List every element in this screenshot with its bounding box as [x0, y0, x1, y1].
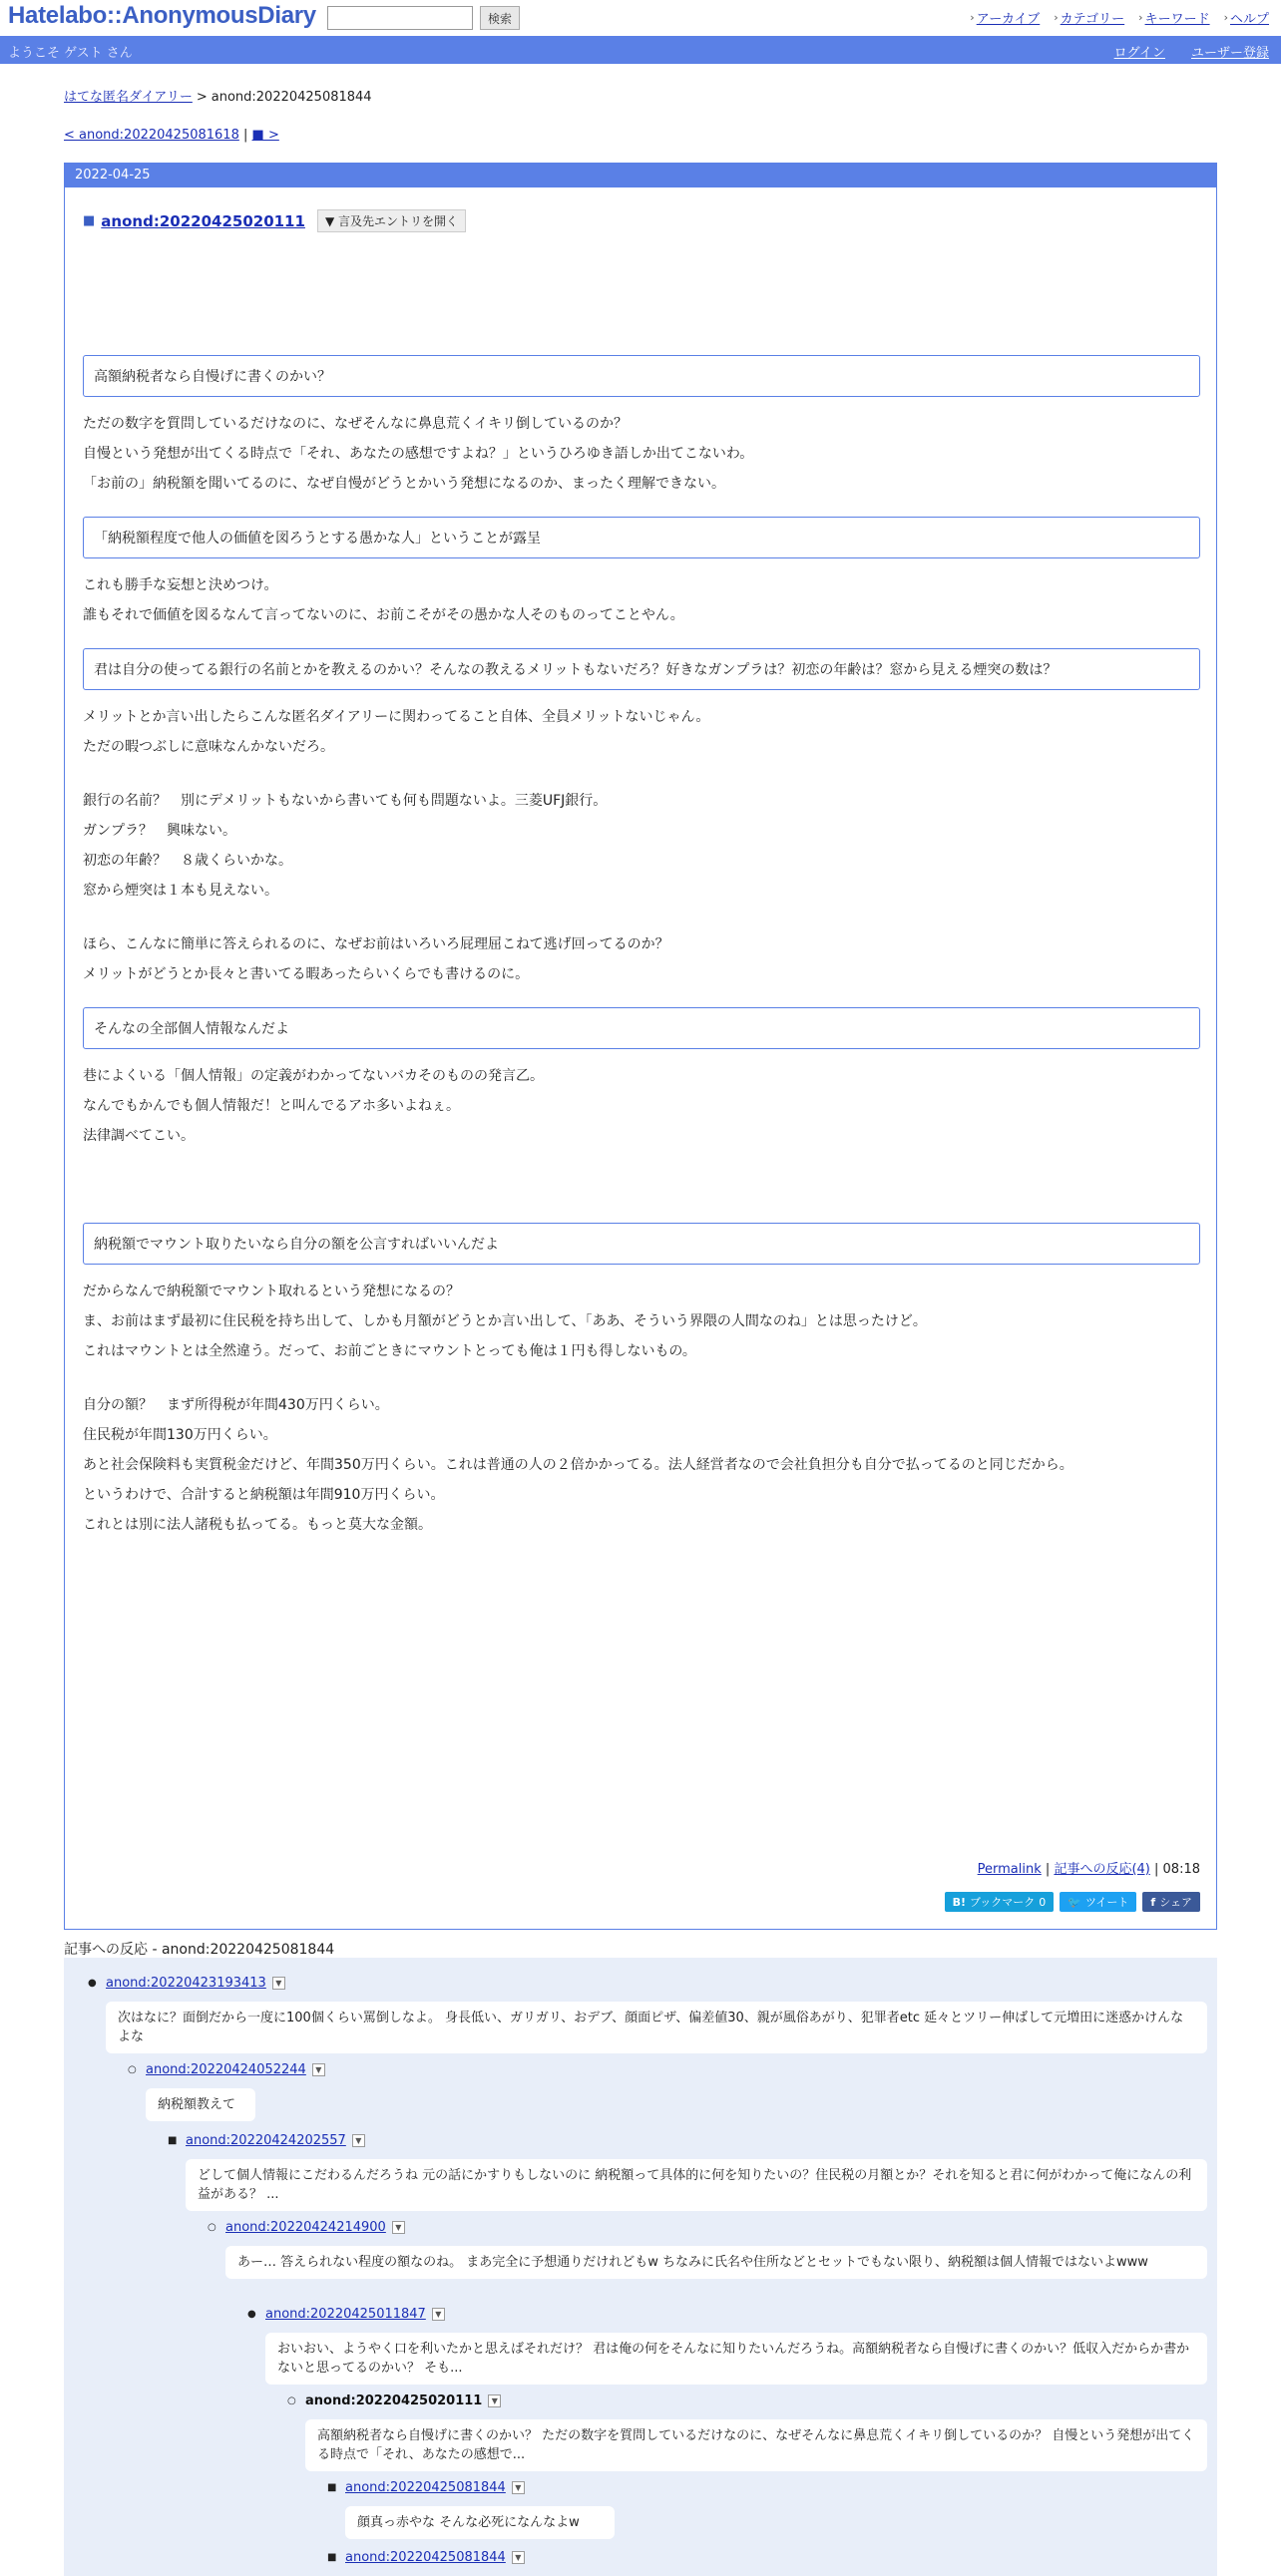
paragraph-line: 「お前の」納税額を聞いてるのに、なぜ自慢がどうとかいう発想になるのか、まったく理解できない。: [83, 476, 725, 492]
expand-toggle-icon[interactable]: ▼: [432, 2308, 445, 2321]
reaction-id-link[interactable]: anond:20220425081844: [345, 2480, 506, 2495]
diary-day-box: [64, 163, 1217, 1930]
paragraph-line: 初恋の年齢？ ８歳くらいかな。: [83, 853, 292, 869]
reaction-id-link[interactable]: anond:20220425011847: [265, 2307, 426, 2322]
entry-body: [83, 355, 1200, 1540]
reaction-header: [327, 2480, 525, 2495]
reaction-header: [327, 2550, 525, 2565]
paragraph-line: ガンプラ？ 興味ない。: [83, 823, 236, 839]
section-spacer: [83, 630, 1200, 648]
section-heading: 君は自分の使ってる銀行の名前とかを教えるのかい？そんなの教えるメリットもないだろ？好きなガンプラは？初恋の年齢は？窓から見える煙突の数は？: [83, 648, 1200, 690]
expand-toggle-icon[interactable]: ▼: [392, 2221, 405, 2234]
bullet-icon: ●: [88, 1978, 97, 1989]
breadcrumb-separator: >: [196, 90, 208, 105]
section-spacer: [83, 499, 1200, 517]
paragraph-line: ま、お前はまず最初に住民税を持ち出して、しかも月額がどうとか言い出して、「ああ、そういう界隈の人間なのね」とは思ったけど。: [83, 1313, 927, 1329]
paragraph-line: あと社会保険料も実質税金だけど、年間350万円くらい。これは普通の人の２倍かかってる。法人経営者なので会社負担分も自分で払ってるのと同じだから。: [83, 1457, 1073, 1473]
reaction-excerpt: 顔真っ赤やな そんな必死になんなよw: [345, 2506, 615, 2539]
paragraph-line: だからなんで納税額でマウント取れるという発想になるの？: [83, 1284, 460, 1299]
paragraph-line: [83, 1151, 1200, 1175]
reaction-id-link[interactable]: anond:20220424052244: [146, 2062, 306, 2077]
reaction-item: [327, 2480, 525, 2495]
paragraph-line: メリットがどうとか長々と書いてる暇あったらいくらでも書けるのに。: [83, 966, 530, 982]
reactions-title: 記事への反応 - anond:20220425081844: [64, 1939, 1217, 1962]
paragraph-line: 法律調べてこい。: [83, 1128, 195, 1144]
hatena-bookmark-button[interactable]: [945, 1892, 1055, 1912]
bullet-icon: ●: [247, 2309, 256, 2320]
reaction-item: [128, 2062, 325, 2077]
reaction-excerpt: 次はなに？面倒だから一度に100個くらい罵倒しなよ。 身長低い、ガリガリ、おデブ、顔面ピザ、偏差値30、親が風俗あがり、犯罪者etc 延々とツリー伸ばして元増田に迷惑かけんなよな: [106, 2002, 1207, 2053]
paragraph-line: メリットとか言い出したらこんな匿名ダイアリーに関わってること自体、全員メリットないじゃん。: [83, 709, 710, 725]
paragraph-line: 自分の額？ まず所得税が年間430万円くらい。: [83, 1397, 389, 1413]
entry-title-link[interactable]: anond:20220425020111: [101, 211, 305, 230]
paragraph-line: 巷によくいる「個人情報」の定義がわかってないバカそのものの発言乙。: [83, 1068, 544, 1084]
nav-archive-link[interactable]: アーカイブ: [976, 12, 1041, 27]
nav-keyword-link[interactable]: キーワード: [1144, 12, 1210, 27]
nav-help-link[interactable]: ヘルプ: [1229, 12, 1269, 27]
reaction-header: [128, 2062, 325, 2077]
paragraph-line: ほら、こんなに簡単に答えられるのに、なぜお前はいろいろ屁理屈こねて逃げ回ってるのか？: [83, 936, 669, 952]
reaction-header: [168, 2133, 365, 2148]
twitter-bird-icon: 🐦: [1068, 1895, 1081, 1909]
breadcrumb-root[interactable]: はてな匿名ダイアリー: [64, 90, 193, 105]
share-buttons: [945, 1892, 1200, 1912]
reaction-id-link[interactable]: anond:20220423193413: [106, 1976, 266, 1991]
paragraph-line: これとは別に法人諸税も払ってる。もっと莫大な金額。: [83, 1517, 432, 1533]
reactions-tree: [64, 1958, 1217, 2576]
prev-entry-link[interactable]: < anond:20220425081618: [64, 128, 239, 143]
paragraph-line: なんでもかんでも個人情報だ！と叫んでるアホ多いよねぇ。: [83, 1098, 460, 1114]
pager: [64, 128, 279, 143]
chevron-right-icon: ›: [1223, 11, 1228, 24]
reaction-header: [88, 1976, 285, 1991]
hatena-bookmark-label: ブックマーク: [970, 1896, 1036, 1909]
site-logo[interactable]: Hatelabo::AnonymousDiary: [8, 2, 316, 29]
facebook-icon: f: [1150, 1895, 1156, 1909]
account-links: [1114, 42, 1269, 61]
open-referenced-entry-button[interactable]: ▼ 言及先エントリを開く: [317, 209, 466, 232]
reaction-id-link[interactable]: anond:20220424214900: [225, 2220, 386, 2235]
reaction-item: [247, 2307, 445, 2322]
chevron-right-icon: ›: [1054, 11, 1059, 24]
paragraph-line: [83, 762, 1200, 786]
tweet-label: ツイート: [1084, 1896, 1129, 1909]
expand-toggle-icon[interactable]: ▼: [512, 2551, 525, 2564]
top-bar: [0, 0, 1281, 36]
chevron-right-icon: ›: [970, 11, 975, 24]
square-icon: ■: [83, 213, 96, 228]
search-input[interactable]: [327, 6, 473, 30]
welcome-text: ようこそ ゲスト さん: [8, 46, 133, 61]
section-spacer: [83, 1175, 1200, 1223]
paragraph-line: ただの暇つぶしに意味なんかないだろ。: [83, 739, 334, 755]
welcome-bar: [0, 36, 1281, 64]
reaction-excerpt: 高額納税者なら自慢げに書くのかい？ ただの数字を質問しているだけなのに、なぜそんなに鼻息荒くイキリ倒しているのか？ 自慢という発想が出てくる時点で「それ、あなたの感想で...: [305, 2419, 1207, 2471]
chevron-right-icon: ›: [1138, 11, 1143, 24]
bullet-icon: ○: [128, 2064, 137, 2075]
paragraph-line: これも勝手な妄想と決めつけ。: [83, 577, 278, 593]
section-heading: 納税額でマウント取りたいなら自分の額を公言すればいいんだよ: [83, 1223, 1200, 1265]
nav-help[interactable]: [1224, 8, 1269, 27]
reaction-item: [88, 1976, 285, 1991]
login-link[interactable]: ログイン: [1113, 46, 1165, 61]
reaction-item: [168, 2133, 365, 2148]
expand-toggle-icon[interactable]: ▼: [512, 2481, 525, 2494]
reaction-excerpt: あー… 答えられない程度の額なのね。 まあ完全に予想通りだけれどもw ちなみに氏名や住所などとセットでもない限り、納税額は個人情報ではないよwww: [225, 2246, 1207, 2279]
section-heading: 「納税額程度で他人の価値を図ろうとする愚かな人」ということが露呈: [83, 517, 1200, 558]
search-button[interactable]: 検索: [480, 6, 520, 30]
entry-footer: [978, 1858, 1200, 1877]
top-nav: [970, 8, 1269, 27]
hatena-bookmark-count: 0: [1039, 1895, 1047, 1909]
breadcrumb-current: anond:20220425081844: [211, 90, 372, 105]
paragraph-line: 住民税が年間130万円くらい。: [83, 1427, 277, 1443]
section-spacer: [83, 989, 1200, 1007]
breadcrumb: [64, 86, 372, 105]
nav-category-link[interactable]: カテゴリー: [1060, 12, 1125, 27]
permalink-link[interactable]: Permalink: [977, 1862, 1042, 1877]
footer-separator: |: [1154, 1862, 1159, 1877]
entry-title-row: [83, 209, 466, 232]
footer-separator: |: [1045, 1862, 1051, 1877]
paragraph-line: 窓から煙突は１本も見えない。: [83, 883, 278, 899]
facebook-share-label: シェア: [1159, 1896, 1192, 1909]
hatena-bookmark-icon: B!: [952, 1895, 967, 1909]
reaction-item: [287, 2393, 501, 2408]
reaction-item: [208, 2220, 405, 2235]
entry-time: 08:18: [1162, 1862, 1200, 1877]
reaction-item: [327, 2550, 525, 2565]
paragraph-line: 自慢という発想が出てくる時点で「それ、あなたの感想ですよね？」というひろゆき語しか出てこないわ。: [83, 446, 754, 462]
facebook-share-button[interactable]: [1142, 1892, 1200, 1912]
paragraph-line: これはマウントとは全然違う。だって、お前ごときにマウントとっても俺は１円も得しないもの。: [83, 1343, 696, 1359]
nav-archive[interactable]: [970, 8, 1040, 27]
reaction-header: [287, 2393, 501, 2408]
bullet-icon: ■: [168, 2135, 178, 2146]
reaction-id-current: anond:20220425020111: [305, 2393, 483, 2408]
tweet-button[interactable]: [1060, 1892, 1136, 1912]
bullet-icon: ■: [327, 2552, 337, 2563]
bullet-icon: ■: [327, 2482, 337, 2493]
bullet-icon: ○: [208, 2222, 216, 2233]
reaction-id-link[interactable]: anond:20220425081844: [345, 2550, 506, 2565]
paragraph-line: [83, 906, 1200, 929]
expand-toggle-icon[interactable]: ▼: [272, 1977, 285, 1990]
expand-toggle-icon[interactable]: ▼: [352, 2134, 365, 2147]
section-heading: 高額納税者なら自慢げに書くのかい？: [83, 355, 1200, 397]
paragraph-line: ただの数字を質問しているだけなのに、なぜそんなに鼻息荒くイキリ倒しているのか？: [83, 416, 628, 432]
reactions-link[interactable]: 記事への反応(4): [1054, 1862, 1150, 1877]
reaction-excerpt: どして個人情報にこだわるんだろうね 元の話にかすりもしないのに 納税額って具体的に何を知りたいの？住民税の月額とか？それを知ると君に何がわかって俺になんの利益がある？ ...: [186, 2159, 1207, 2211]
expand-toggle-icon[interactable]: ▼: [312, 2063, 325, 2076]
nav-keyword[interactable]: [1138, 8, 1209, 27]
expand-toggle-icon[interactable]: ▼: [488, 2394, 501, 2407]
reaction-excerpt: おいおい、ようやく口を利いたかと思えばそれだけ？ 君は俺の何をそんなに知りたいんだろうね。高額納税者なら自慢げに書くのかい？低収入だからか書かないと思ってるのかい？ そも...: [265, 2333, 1207, 2385]
reaction-excerpt: 納税額教えて: [146, 2088, 255, 2121]
next-entry-link[interactable]: ■ >: [251, 128, 279, 143]
reaction-header: [208, 2220, 405, 2235]
register-link[interactable]: ユーザー登録: [1190, 46, 1269, 61]
paragraph-line: 誰もそれで価値を図るなんて言ってないのに、お前こそがその愚かな人そのものってことやん。: [83, 607, 684, 623]
paragraph-line: [83, 1366, 1200, 1390]
paragraph-line: 銀行の名前？ 別にデメリットもないから書いても何も問題ないよ。三菱UFJ銀行。: [83, 793, 608, 809]
bullet-icon: ○: [287, 2395, 296, 2406]
paragraph-line: というわけで、合計すると納税額は年間910万円くらい。: [83, 1487, 445, 1503]
day-date: 2022-04-25: [65, 164, 1216, 187]
section-heading: そんなの全部個人情報なんだよ: [83, 1007, 1200, 1049]
reaction-id-link[interactable]: anond:20220424202557: [186, 2133, 346, 2148]
pager-separator: |: [243, 128, 248, 143]
nav-category[interactable]: [1054, 8, 1124, 27]
reaction-header: [247, 2307, 445, 2322]
